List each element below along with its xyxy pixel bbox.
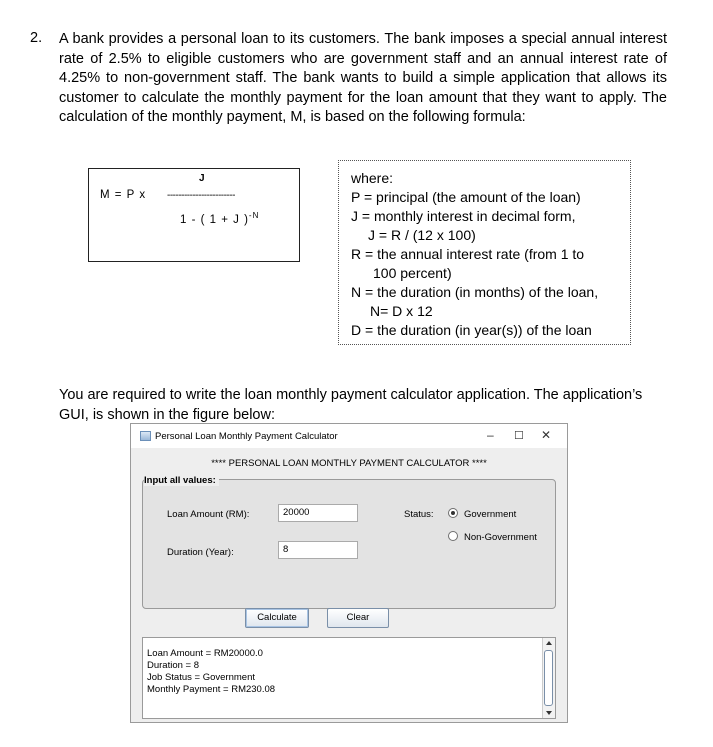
where-line: where: <box>351 170 394 186</box>
question-intro: A bank provides a personal loan to its customers. The bank imposes a special annual interest rate of 2.5% to eligible customers who are government staff and an annual interest rate of 4.25% to non-government staff. The bank wants to build a simple application that allows its customer to calculate the monthly payment for the loan amount that they want to apply. The calculation of the monthly payment, M, is based on the following formula: <box>59 31 667 125</box>
title-bar <box>131 424 567 448</box>
output-line: Job Status = Government <box>147 672 255 683</box>
task-text: You are required to write the loan monthly payment calculator application. The application’s GUI, is shown in the figure below: <box>59 387 643 423</box>
calculate-button[interactable]: Calculate <box>245 608 309 628</box>
where-line: J = monthly interest in decimal form, <box>351 208 576 224</box>
output-line: Duration = 8 <box>147 660 200 671</box>
duration-label: Duration (Year): <box>167 547 234 558</box>
question-number: 2. <box>30 30 43 46</box>
where-line: 100 percent) <box>373 265 452 281</box>
input-panel-label: Input all values: <box>144 475 219 486</box>
formula-lhs: M = P x <box>100 189 147 201</box>
output-line: Loan Amount = RM20000.0 <box>147 648 263 659</box>
maximize-button[interactable]: ☐ <box>514 430 524 442</box>
where-line: N = the duration (in months) of the loan, <box>351 284 599 300</box>
vertical-scrollbar[interactable] <box>542 638 555 718</box>
loan-amount-input[interactable]: 20000 <box>278 504 358 522</box>
scroll-thumb[interactable] <box>544 650 553 706</box>
formula-fraction-line: ------------------------ <box>167 190 235 201</box>
where-line: N= D x 12 <box>370 303 433 319</box>
status-label: Status: <box>404 509 434 520</box>
app-heading: **** PERSONAL LOAN MONTHLY PAYMENT CALCULATOR **** <box>211 458 487 469</box>
formula-exponent: -N <box>248 211 260 220</box>
government-option-label[interactable]: Government <box>464 509 517 520</box>
output-textarea[interactable] <box>142 637 556 719</box>
duration-input[interactable]: 8 <box>278 541 358 559</box>
output-line: Monthly Payment = RM230.08 <box>147 684 276 695</box>
where-line: P = principal (the amount of the loan) <box>351 189 581 205</box>
scroll-up-arrow-icon[interactable] <box>546 641 552 645</box>
window-title: Personal Loan Monthly Payment Calculator <box>155 431 338 442</box>
where-line: J = R / (12 x 100) <box>368 227 476 243</box>
non-government-option-label[interactable]: Non-Government <box>464 532 537 543</box>
scroll-down-arrow-icon[interactable] <box>546 711 552 715</box>
minimize-button[interactable]: – <box>487 428 494 442</box>
government-radio[interactable] <box>448 508 458 518</box>
loan-calculator-window <box>130 423 568 723</box>
loan-amount-label: Loan Amount (RM): <box>167 509 250 520</box>
close-button[interactable]: ✕ <box>541 428 552 442</box>
where-line: D = the duration (in year(s)) of the loan <box>351 322 592 338</box>
formula-denominator: 1 - ( 1 + J )$^{-N}$ <box>180 211 260 226</box>
formula-numerator: J <box>199 173 205 184</box>
clear-button[interactable]: Clear <box>327 608 389 628</box>
non-government-radio[interactable] <box>448 531 458 541</box>
where-line: R = the annual interest rate (from 1 to <box>351 246 585 262</box>
java-app-icon <box>140 431 151 441</box>
